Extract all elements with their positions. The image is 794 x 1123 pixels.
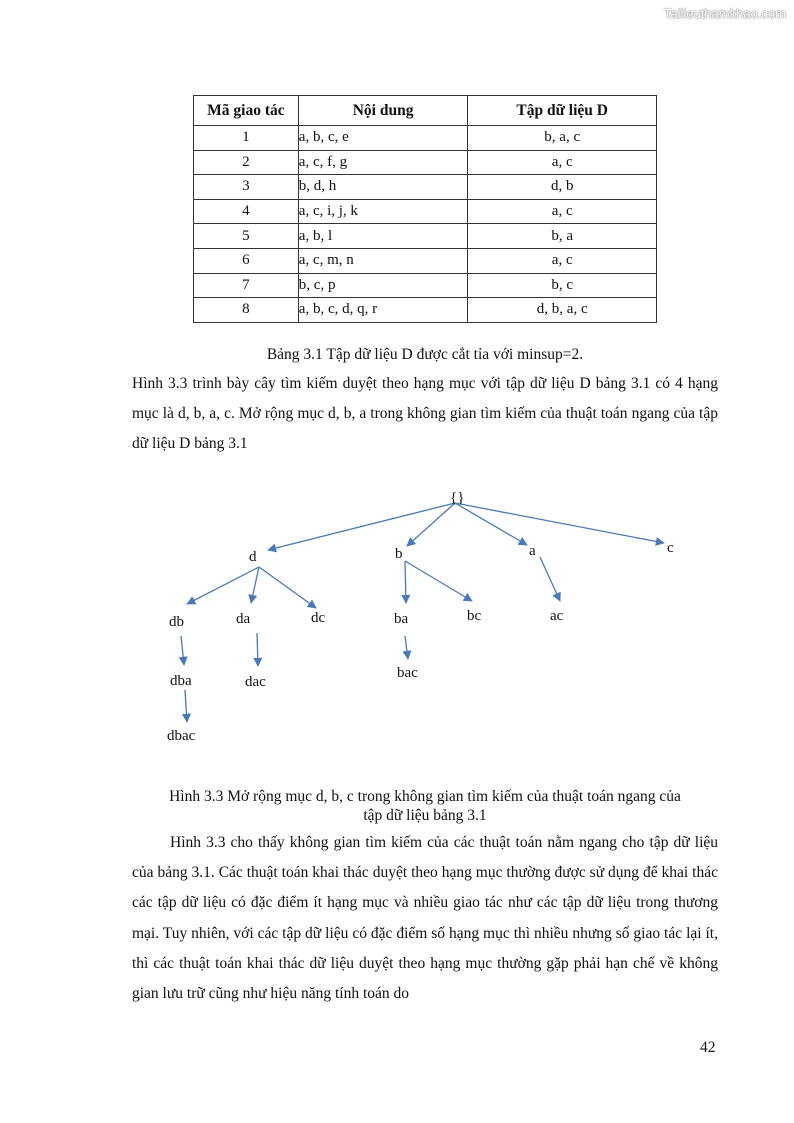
tree-node-bc: bc <box>467 608 482 624</box>
tree-edge-arrow <box>257 633 258 666</box>
cell-content: a, b, c, d, q, r <box>298 298 468 323</box>
cell-transaction-id: 4 <box>194 199 299 224</box>
tree-edge-arrow <box>259 567 316 608</box>
tree-edge-arrow <box>251 567 259 603</box>
cell-dataset: a, c <box>468 199 657 224</box>
cell-dataset: b, a, c <box>468 126 657 151</box>
cell-transaction-id: 8 <box>194 298 299 323</box>
table-row <box>194 175 657 200</box>
tree-node-dc: dc <box>311 610 326 626</box>
table-row <box>194 150 657 175</box>
cell-transaction-id: 6 <box>194 248 299 273</box>
tree-node-dba: dba <box>170 673 192 689</box>
cell-content: a, b, l <box>298 224 468 249</box>
tree-edge-arrow <box>405 561 406 603</box>
tree-node-bac: bac <box>397 665 418 681</box>
tree-node-b: b <box>395 546 403 562</box>
tree-node-root: {} <box>450 490 465 506</box>
table-row <box>194 224 657 249</box>
tree-node-da: da <box>236 611 251 627</box>
cell-transaction-id: 1 <box>194 126 299 151</box>
cell-dataset: a, c <box>468 248 657 273</box>
cell-transaction-id: 7 <box>194 273 299 298</box>
tree-edge-arrow <box>185 690 187 722</box>
header-dataset: Tập dữ liệu D <box>468 96 657 126</box>
paragraph-body: Hình 3.3 cho thấy không gian tìm kiếm của các thuật toán nằm ngang cho tập dữ liệu của bảng 3.1. Các thuật toán khai thác duyệt theo hạng mục thường được sử dụng để khai thác các tập dữ liệu có đặc điểm ít hạng mục và nhiều giao tác như các tập dữ liệu trong thương mại. Tuy nhiên, với các tập dữ liệu có đặc điểm số hạng mục thì nhiều nhưng số giao tác lại ít, thì các thuật toán khai thác dữ liệu duyệt theo hạng mục thường gặp phải hạn chế về không gian lưu trữ cũng như hiệu năng tính toán do <box>132 834 718 1003</box>
tree-node-c: c <box>667 540 674 556</box>
tree-node-ac: ac <box>550 608 564 624</box>
cell-transaction-id: 2 <box>194 150 299 175</box>
cell-content: a, c, m, n <box>298 248 468 273</box>
cell-dataset: a, c <box>468 150 657 175</box>
tree-edge-arrow <box>455 503 664 543</box>
cell-dataset: b, a <box>468 224 657 249</box>
tree-node-dbac: dbac <box>167 728 196 744</box>
cell-content: a, c, i, j, k <box>298 199 468 224</box>
tree-edge-arrow <box>540 557 560 601</box>
page-number: 42 <box>700 1039 716 1056</box>
figure-caption-line1: Hình 3.3 Mở rộng mục d, b, c trong không gian tìm kiếm của thuật toán ngang của <box>169 788 681 805</box>
figure-caption-line2: tập dữ liệu bảng 3.1 <box>363 807 487 824</box>
table-row <box>194 248 657 273</box>
table-body <box>194 126 657 323</box>
cell-dataset: d, b <box>468 175 657 200</box>
table-row <box>194 273 657 298</box>
cell-content: a, c, f, g <box>298 150 468 175</box>
table-row <box>194 199 657 224</box>
tree-node-dac: dac <box>245 674 266 690</box>
table-row <box>194 126 657 151</box>
tree-node-ba: ba <box>394 611 409 627</box>
watermark: Tailieuthamkhao.com <box>663 6 786 21</box>
cell-dataset: b, c <box>468 273 657 298</box>
table-header-row <box>194 96 657 126</box>
transaction-table <box>193 95 657 323</box>
tree-edge-arrow <box>405 561 472 601</box>
search-tree-figure <box>0 480 794 760</box>
tree-node-a: a <box>529 543 536 559</box>
figure-caption <box>130 787 720 825</box>
header-content: Nội dung <box>298 96 468 126</box>
cell-content: b, c, p <box>298 273 468 298</box>
table-caption: Bảng 3.1 Tập dữ liệu D được cắt tỉa với minsup=2. <box>266 346 584 363</box>
header-transaction-id: Mã giao tác <box>194 96 299 126</box>
tree-edge-arrow <box>405 636 408 659</box>
table-row <box>194 298 657 323</box>
tree-nodes <box>167 490 674 744</box>
tree-edge-arrow <box>187 567 259 604</box>
cell-content: b, d, h <box>298 175 468 200</box>
tree-node-db: db <box>169 614 184 630</box>
tree-edge-arrow <box>268 503 455 550</box>
tree-edge-arrow <box>181 636 184 665</box>
paragraph-intro: Hình 3.3 trình bày cây tìm kiếm duyệt theo hạng mục với tập dữ liệu D bảng 3.1 có 4 hạng mục là d, b, a, c. Mở rộng mục d, b, a trong không gian tìm kiếm của thuật toán ngang của tập dữ liệu D bảng 3.1 <box>132 375 718 453</box>
cell-transaction-id: 3 <box>194 175 299 200</box>
cell-transaction-id: 5 <box>194 224 299 249</box>
cell-dataset: d, b, a, c <box>468 298 657 323</box>
cell-content: a, b, c, e <box>298 126 468 151</box>
tree-node-d: d <box>249 549 257 565</box>
